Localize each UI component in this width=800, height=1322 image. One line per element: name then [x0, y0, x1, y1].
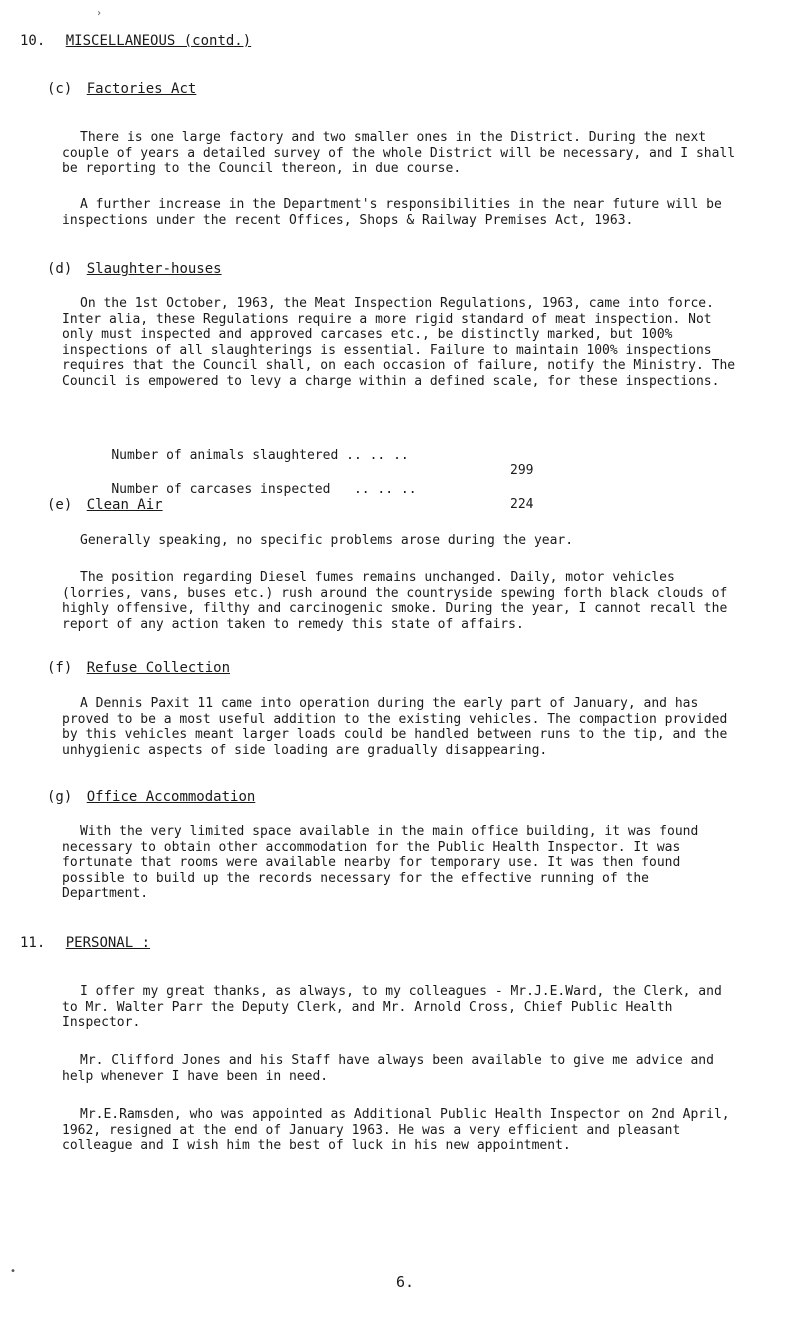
subsection-f-label: (f)	[47, 660, 73, 676]
page-number: 6.	[396, 1273, 415, 1291]
scan-speck: ›	[96, 8, 103, 19]
subsection-c-title: Factories Act	[86, 81, 197, 97]
subsection-g-heading	[47, 790, 255, 806]
subsection-d-title: Slaughter-houses	[86, 261, 222, 277]
refuse-paragraph-1: A Dennis Paxit 11 came into operation during the early part of January, and has proved to be a most useful addition to the existing vehicles. The compaction provided by this vehicles meant larger loads could be handled between runs to the tip, and the unhygienic aspects of side loading are gradually disappearing.	[62, 696, 728, 758]
section-10-title: MISCELLANEOUS (contd.)	[65, 33, 252, 49]
office-paragraph-1: With the very limited space available in the main office building, it was found necessary to obtain other accommodation for the Public Health Inspector. It was fortunate that rooms were available nearby for temporary use. It was then found possible to build up the records necessary for the effective running of the Department.	[62, 824, 699, 901]
subsection-e-heading	[47, 498, 163, 514]
subsection-g-title: Office Accommodation	[86, 789, 256, 805]
subsection-e-title: Clean Air	[86, 497, 163, 513]
subsection-c-label: (c)	[47, 81, 73, 97]
subsection-g-label: (g)	[47, 789, 73, 805]
clean-air-paragraph-1: Generally speaking, no specific problems arose during the year.	[80, 533, 574, 548]
clean-air-paragraph-2: The position regarding Diesel fumes remains unchanged. Daily, motor vehicles (lorries, vans, buses etc.) rush around the countryside spewing forth black clouds of highly offensive, filthy and carcinogenic smoke. During the year, I cannot recall the report of any action taken to remedy this state of affairs.	[62, 570, 728, 632]
section-11-number: 11.	[20, 935, 46, 951]
section-11-heading	[20, 936, 150, 952]
subsection-d-heading	[47, 262, 222, 278]
scan-speck: •	[10, 1266, 17, 1277]
factories-paragraph-1: There is one large factory and two smaller ones in the District. During the next couple of years a detailed survey of the whole District will be necessary, and I shall be reporting to the Council thereon, in due course.	[62, 130, 736, 176]
personal-paragraph-1: I offer my great thanks, as always, to my colleagues - Mr.J.E.Ward, the Clerk, and to Mr. Walter Parr the Deputy Clerk, and Mr. Arnold Cross, Chief Public Health Inspector.	[62, 984, 722, 1030]
subsection-c-heading	[47, 82, 196, 98]
subsection-e-label: (e)	[47, 497, 73, 513]
slaughter-paragraph-1: On the 1st October, 1963, the Meat Inspection Regulations, 1963, came into force. Inter alia, these Regulations require a more rigid standard of meat inspection. Not only must inspected and approved carcases etc., be distinctly marked, but 100% inspections of all slaughterings is essential. Failure to maintain 100% inspections requires that the Council shall, on each occasion of failure, notify the Ministry. The Council is empowered to levy a charge within a defined scale, for these inspections.	[62, 296, 736, 389]
personal-paragraph-3: Mr.E.Ramsden, who was appointed as Additional Public Health Inspector on 2nd April, 1962, resigned at the end of January 1963. He was a very efficient and pleasant colleague and I wish him the best of luck in his new appointment.	[62, 1107, 730, 1153]
personal-paragraph-2: Mr. Clifford Jones and his Staff have always been available to give me advice and help whenever I have been in need.	[62, 1053, 714, 1084]
section-10-heading	[20, 34, 251, 50]
stat-value: 224	[510, 497, 534, 512]
subsection-d-label: (d)	[47, 261, 73, 277]
subsection-f-title: Refuse Collection	[86, 660, 231, 676]
stat-label: Number of animals slaughtered .. .. ..	[111, 447, 409, 463]
subsection-f-heading	[47, 661, 230, 677]
factories-paragraph-2: A further increase in the Department's responsibilities in the near future will be inspections under the recent Offices, Shops & Railway Premises Act, 1963.	[62, 197, 722, 228]
section-11-title: PERSONAL :	[65, 935, 151, 951]
section-10-number: 10.	[20, 33, 46, 49]
stat-label: Number of carcases inspected .. .. ..	[111, 481, 417, 497]
stat-value: 299	[510, 463, 534, 478]
